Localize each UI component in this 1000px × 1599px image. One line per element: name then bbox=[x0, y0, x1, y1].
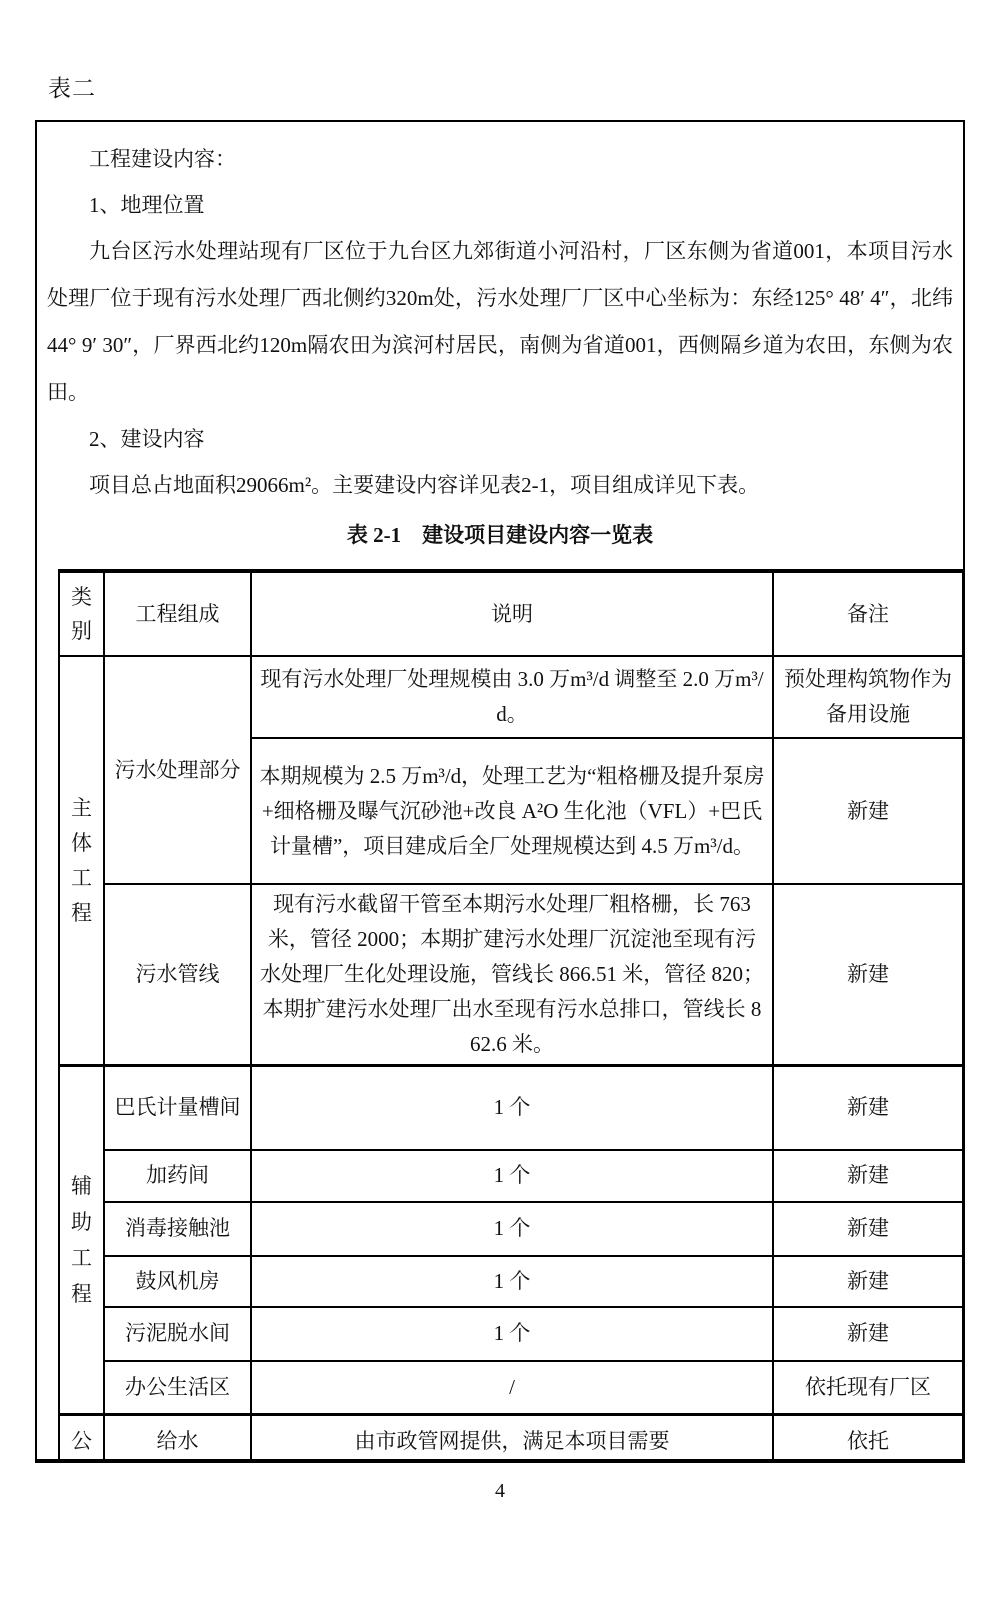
header-component: 工程组成 bbox=[104, 571, 251, 656]
cell-remark: 依托现有厂区 bbox=[773, 1361, 963, 1415]
table-row bbox=[59, 1256, 963, 1307]
cell-remark: 新建 bbox=[773, 738, 963, 884]
cell-component-sludge-dewatering-room: 污泥脱水间 bbox=[104, 1307, 251, 1361]
table-row bbox=[59, 1202, 963, 1256]
header-description: 说明 bbox=[251, 571, 773, 656]
cell-component-disinfection-contact-tank: 消毒接触池 bbox=[104, 1202, 251, 1256]
header-remark: 备注 bbox=[773, 571, 963, 656]
cell-component-office-living-area: 办公生活区 bbox=[104, 1361, 251, 1415]
cell-component-sewage-treatment: 污水处理部分 bbox=[104, 656, 251, 884]
cell-remark: 新建 bbox=[773, 1202, 963, 1256]
paragraph-location: 九台区污水处理站现有厂区位于九台区九郊街道小河沿村，厂区东侧为省道001，本项目污水处理厂位于现有污水处理厂西北侧约320m处，污水处理厂厂区中心坐标为：东经125° 48′ 4″，北纬44° 9′ 30″，厂界西北约120m隔农田为滨河村居民，南侧为省道001，西侧隔乡道为农田，东侧为农田。 bbox=[47, 239, 953, 404]
section-1-title: 1、地理位置 bbox=[89, 193, 205, 217]
header-category: 类别 bbox=[59, 571, 104, 656]
cell-category-main-works: 主体工程 bbox=[59, 656, 104, 1066]
cell-description: 1 个 bbox=[251, 1256, 773, 1307]
content-box bbox=[35, 120, 965, 1463]
table-row bbox=[59, 884, 963, 1066]
cell-component-pasteur-flume-room: 巴氏计量槽间 bbox=[104, 1066, 251, 1150]
cell-category-public-works: 公 bbox=[59, 1415, 104, 1464]
table-caption: 表 2-1 建设项目建设内容一览表 bbox=[346, 523, 654, 547]
cell-remark: 新建 bbox=[773, 1307, 963, 1361]
page-label: 表二 bbox=[48, 76, 96, 101]
cell-description: 1 个 bbox=[251, 1066, 773, 1150]
cell-category-auxiliary-works: 辅助工程 bbox=[59, 1066, 104, 1415]
paragraph-construction: 项目总占地面积29066m²。主要建设内容详见表2-1，项目组成详见下表。 bbox=[89, 473, 760, 497]
cell-remark: 新建 bbox=[773, 1066, 963, 1150]
cell-description: 由市政管网提供，满足本项目需要 bbox=[251, 1415, 773, 1464]
table-row bbox=[59, 1415, 963, 1464]
cell-component-dosing-room: 加药间 bbox=[104, 1150, 251, 1202]
table-row bbox=[59, 656, 963, 738]
table-row bbox=[59, 1150, 963, 1202]
cell-description: 现有污水处理厂处理规模由 3.0 万m³/d 调整至 2.0 万m³/d。 bbox=[251, 656, 773, 738]
cell-description: 1 个 bbox=[251, 1307, 773, 1361]
cell-remark: 新建 bbox=[773, 884, 963, 1066]
table-row bbox=[59, 1361, 963, 1415]
cell-remark: 预处理构筑物作为备用设施 bbox=[773, 656, 963, 738]
content-heading: 工程建设内容： bbox=[89, 147, 236, 171]
cell-remark: 新建 bbox=[773, 1256, 963, 1307]
page-number: 4 bbox=[495, 1480, 505, 1502]
cell-remark: 依托 bbox=[773, 1415, 963, 1464]
cell-description: 1 个 bbox=[251, 1150, 773, 1202]
cell-component-blower-room: 鼓风机房 bbox=[104, 1256, 251, 1307]
table-row bbox=[59, 1066, 963, 1150]
construction-content-table bbox=[58, 569, 964, 1463]
cell-description: 1 个 bbox=[251, 1202, 773, 1256]
cell-description: / bbox=[251, 1361, 773, 1415]
cell-remark: 新建 bbox=[773, 1150, 963, 1202]
cell-component-sewage-pipeline: 污水管线 bbox=[104, 884, 251, 1066]
cell-description: 现有污水截留干管至本期污水处理厂粗格栅，长 763 米，管径 2000；本期扩建污水处理厂沉淀池至现有污水处理厂生化处理设施，管线长 866.51 米，管径 820；本期扩建污水处理厂出水至现有污水总排口，管线长 862.6 米。 bbox=[251, 884, 773, 1066]
section-2-title: 2、建设内容 bbox=[89, 427, 205, 451]
table-header-row bbox=[59, 571, 963, 656]
cell-description: 本期规模为 2.5 万m³/d，处理工艺为“粗格栅及提升泵房+细格栅及曝气沉砂池+改良 A²O 生化池（VFL）+巴氏计量槽”，项目建成后全厂处理规模达到 4.5 万m³/d。 bbox=[251, 738, 773, 884]
cell-component-water-supply: 给水 bbox=[104, 1415, 251, 1464]
table-row bbox=[59, 1307, 963, 1361]
